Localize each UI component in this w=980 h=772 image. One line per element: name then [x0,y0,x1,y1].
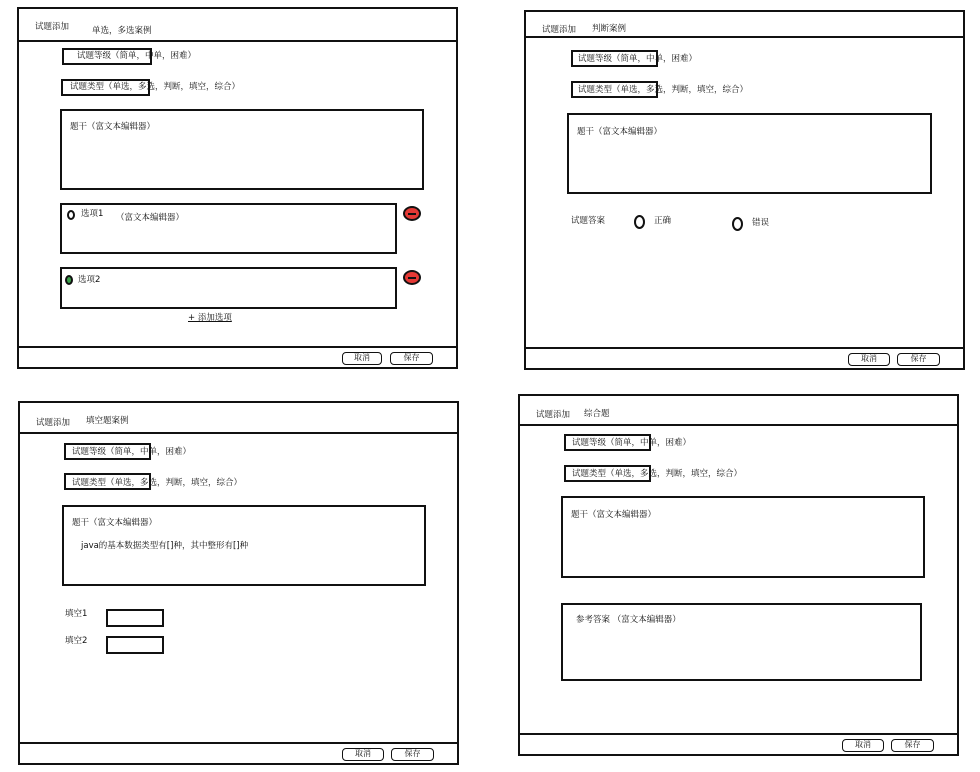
cancel-button[interactable]: 取消 [842,739,884,752]
window-title: 试题添加 [36,418,71,428]
blank1-label: 填空1 [65,609,88,619]
remove-option1-icon[interactable] [403,206,421,221]
type-select[interactable] [64,473,151,490]
panel-header [19,9,456,42]
stem-editor[interactable] [60,109,424,190]
panel-footer [526,347,963,368]
blank1-input[interactable] [106,609,164,627]
stem-content: java的基本数据类型有[]种，其中整形有[]种 [81,541,249,551]
option2-radio-selected-icon[interactable] [65,275,73,285]
save-button[interactable]: 保存 [390,352,433,365]
panel-footer [520,733,957,754]
panel-comprehensive [518,394,959,756]
window-title: 试题添加 [536,410,571,420]
stem-label: 题干（富文本编辑器） [577,127,663,137]
cancel-button[interactable]: 取消 [342,748,384,761]
stem-editor[interactable] [62,505,426,586]
cancel-button[interactable]: 取消 [848,353,890,366]
option1-radio-icon[interactable] [67,210,75,220]
panel-subtitle: 综合题 [584,409,610,419]
true-radio-icon[interactable] [634,215,645,229]
level-label: 试题等级（简单，中单，困难） [572,438,692,448]
stem-editor[interactable] [567,113,932,194]
false-radio-icon[interactable] [732,217,743,231]
answer-label: 试题答案 [571,216,606,226]
level-select[interactable] [64,443,151,460]
level-select[interactable] [564,434,651,451]
panel-footer [20,742,457,763]
level-label: 试题等级（简单，中单，困难） [72,447,192,457]
panel-choice [17,7,458,369]
type-select[interactable] [61,79,150,96]
option1-editor[interactable] [60,203,397,254]
panel-subtitle: 单选，多选案例 [92,26,152,36]
stem-label: 题干（富文本编辑器） [70,122,156,132]
blank2-label: 填空2 [65,636,88,646]
panel-judge [524,10,965,370]
level-label: 试题等级（简单，中单，困难） [77,51,197,61]
type-label: 试题类型（单选，多选，判断，填空，综合） [72,478,243,488]
stem-label: 题干（富文本编辑器） [571,510,657,520]
cancel-button[interactable]: 取消 [342,352,382,365]
type-label: 试题类型（单选，多选，判断，填空，综合） [578,85,749,95]
level-select[interactable] [571,50,658,67]
type-label: 试题类型（单选，多选，判断，填空，综合） [70,82,241,92]
stem-label: 题干（富文本编辑器） [72,518,158,528]
panel-subtitle: 填空题案例 [86,416,129,426]
remove-option2-icon[interactable] [403,270,421,285]
type-label: 试题类型（单选，多选，判断，填空，综合） [572,469,743,479]
answer-label: 参考答案 （富文本编辑器） [576,615,681,625]
option1-editor-hint: （富文本编辑器） [116,213,185,223]
stem-editor[interactable] [561,496,925,578]
type-select[interactable] [571,81,658,98]
save-button[interactable]: 保存 [897,353,940,366]
option2-editor[interactable] [60,267,397,309]
save-button[interactable]: 保存 [891,739,934,752]
panel-footer [19,346,456,367]
option1-label: 选项1 [81,209,104,219]
window-title: 试题添加 [542,25,577,35]
level-select[interactable] [62,48,152,65]
panel-blank [18,401,459,765]
option2-label: 选项2 [78,275,101,285]
window-title: 试题添加 [35,22,70,32]
panel-header [526,12,963,38]
save-button[interactable]: 保存 [391,748,434,761]
type-select[interactable] [564,465,651,482]
true-label: 正确 [654,216,672,226]
false-label: 错误 [752,218,770,228]
panel-header [20,403,457,434]
answer-editor[interactable] [561,603,922,681]
panel-header [520,396,957,426]
blank2-input[interactable] [106,636,164,654]
panel-subtitle: 判断案例 [592,24,627,34]
level-label: 试题等级（简单，中单，困难） [578,54,698,64]
add-option-link[interactable]: + 添加选项 [188,313,232,323]
